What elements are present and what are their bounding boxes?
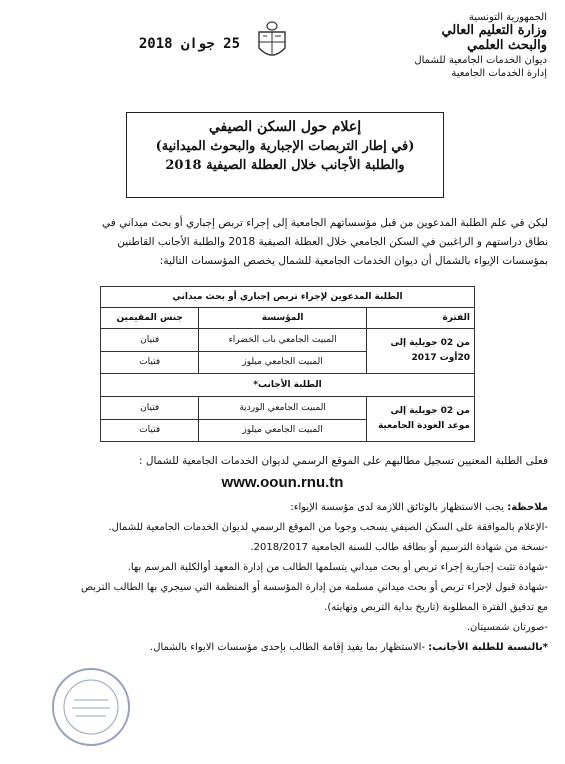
country-name: الجمهورية التونسية [468, 12, 547, 23]
coat-of-arms-emblem [255, 20, 289, 64]
ministry-name-2: والبحث العلمي [467, 38, 547, 53]
note-item-1: -الإعلام بالموافقة على السكن الصيفي يسحب وجوبا من الموقع الرسمي لديوان الخدمات الجامعية للشمال. [108, 522, 548, 533]
note-item-5: مع تدقيق الفترة المطلوبة (تاريخ بداية التربص ونهايته). [324, 602, 548, 613]
s2-gender-1: فتيان [101, 397, 199, 420]
s1-institution-2: المبيت الجامعي ميلوز [199, 351, 366, 374]
col-gender-header: جنس المقيمين [101, 308, 199, 329]
website-link[interactable]: www.ooun.rnu.tn [221, 474, 344, 491]
office-name: ديوان الخدمات الجامعية للشمال [414, 55, 547, 66]
title-line-3: والطلبة الأجانب خلال العطلة الصيفية 2018 [165, 158, 405, 173]
note-item-6: -صورتان شمسيتان. [466, 622, 548, 633]
title-box [126, 112, 444, 198]
document-date: 25 جوان 2018 [138, 36, 240, 52]
section2-title: الطلبة الأجانب* [101, 374, 475, 397]
notes-heading [20, 498, 548, 518]
s2-gender-2: فتيات [101, 419, 199, 442]
title-line-1: إعلام حول السكن الصيفي [208, 119, 362, 135]
title-line-2: (في إطار التربصات الإجبارية والبحوث الميدانية) [155, 139, 415, 154]
intro-line-1: ليكن في علم الطلبة المدعوين من قبل مؤسساتهم الجامعية إلى إجراء تربص إجباري أو بحث ميداني في [101, 217, 548, 229]
foreign-text: -الاستظهار بما يفيد إقامة الطالب بإحدى مؤسسات الايواء بالشمال. [150, 642, 425, 653]
official-stamp [52, 668, 130, 746]
s1-institution-1: المبيت الجامعي باب الخضراء [199, 329, 366, 352]
notes-section [20, 498, 548, 658]
notes-intro: يجب الاستظهار بالوثائق اللازمة لدى مؤسسة الإيواء: [290, 502, 505, 513]
ministry-header [317, 12, 547, 79]
foreign-note [20, 638, 548, 658]
intro-line-3: بمؤسسات الإيواء بالشمال أن ديوان الخدمات الجامعية للشمال يخصص المؤسسات التالية: [159, 255, 548, 267]
note-item-3: -شهادة تثبت إجبارية إجراء تربص أو بحث ميداني يتسلمها الطالب من إدارة المعهد أوالكلية المرسم بها. [127, 562, 548, 573]
notes-label: ملاحظة: [507, 502, 548, 513]
section2-period: من 02 جويلية إلى موعد العودة الجامعية [366, 397, 474, 442]
col-period-header: الفترة [366, 308, 474, 329]
section1-period: من 02 جويلية إلى 20أوت 2017 [366, 329, 474, 374]
note-item-2: -نسخة من شهادة الترسيم أو بطاقة طالب للسنة الجامعية 2018/2017. [250, 542, 548, 553]
s1-gender-2: فتيات [101, 351, 199, 374]
s1-gender-1: فتيان [101, 329, 199, 352]
section1-title: الطلبة المدعوين لإجراء تربص إجباري أو بحث ميداني [101, 287, 475, 308]
foreign-label: *بالنسبة للطلبة الأجانب: [428, 642, 548, 653]
s2-institution-2: المبيت الجامعي ميلوز [199, 419, 366, 442]
department-name: إدارة الخدمات الجامعية [451, 68, 547, 79]
registration-text: فعلى الطلبة المعنيين تسجيل مطالبهم على الموقع الرسمي لديوان الخدمات الجامعية للشمال : [138, 455, 548, 467]
intro-paragraph [20, 214, 548, 271]
col-institution-header: المؤسسة [199, 308, 366, 329]
note-item-4: -شهادة قبول لإجراء تربص أو بحث ميداني مسلمة من إدارة المؤسسة أو المنظمة التي سيجري بها الطالب التربص [81, 582, 548, 593]
s2-institution-1: المبيت الجامعي الوردية [199, 397, 366, 420]
housing-table [100, 286, 475, 442]
ministry-name: وزارة التعليم العالي [441, 23, 547, 38]
intro-line-2: نطاق دراستهم و الراغبين في السكن الجامعي خلال العطلة الصيفية 2018 والطلبة الأجانب القاطنين [117, 236, 548, 248]
